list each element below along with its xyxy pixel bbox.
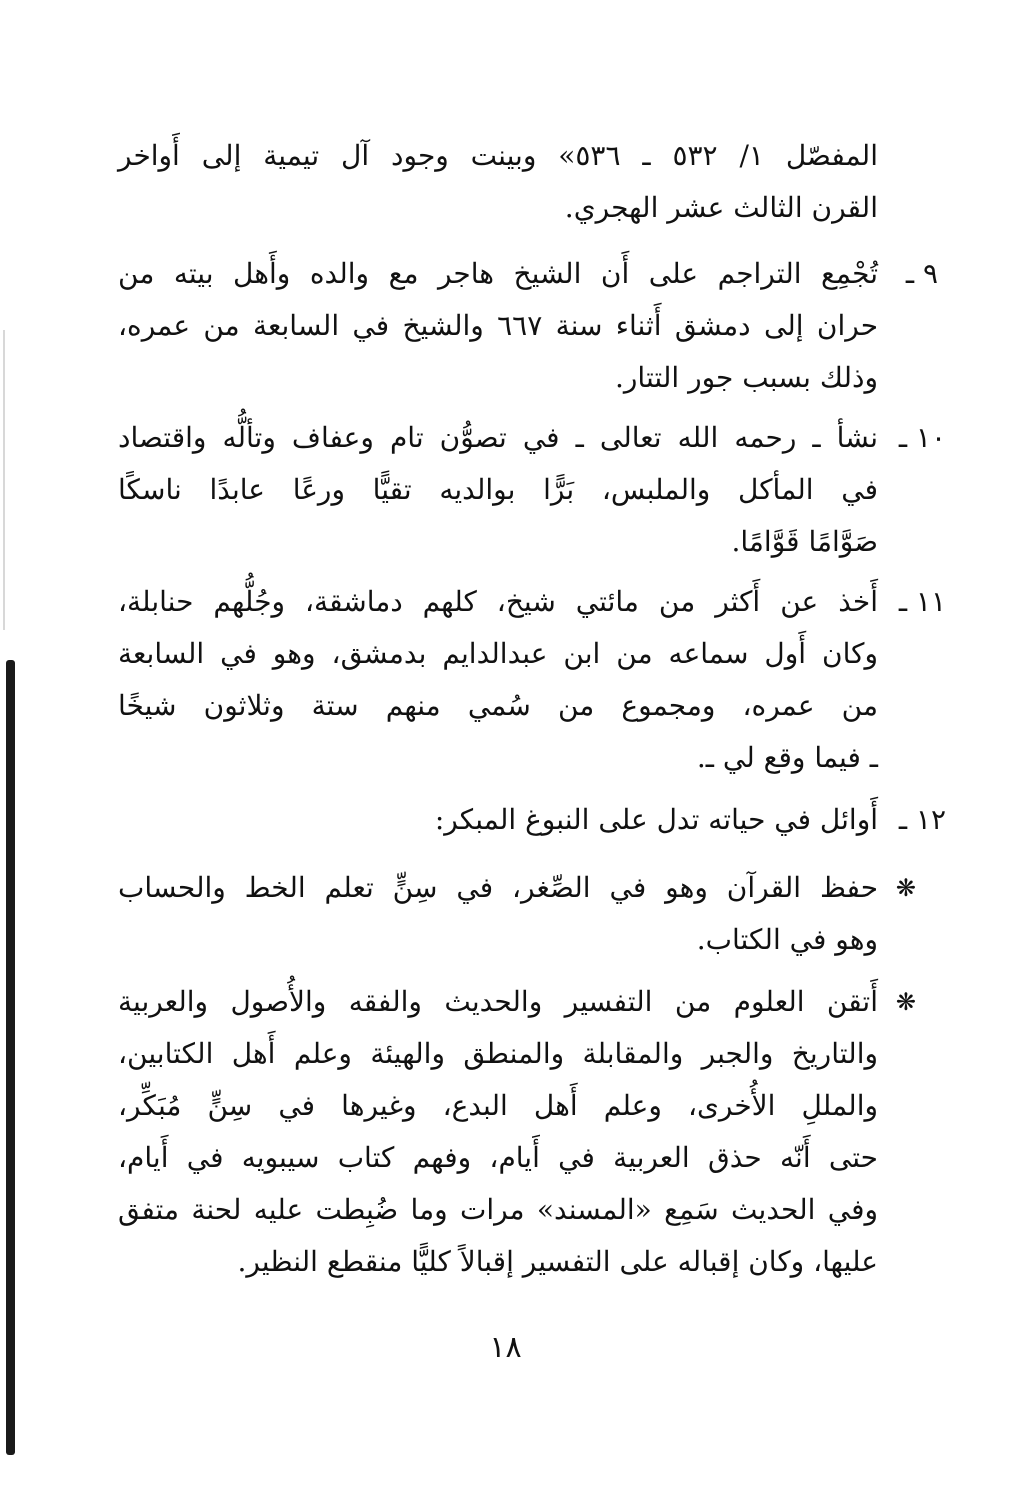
asterisk-icon: ❋ xyxy=(895,988,916,1016)
text-line: والتاريخ والجبر والمقابلة والمنطق والهيئة وعلم أَهل الكتابين، xyxy=(118,1037,878,1070)
asterisk-icon: ❋ xyxy=(895,874,916,902)
text-line: عليها، وكان إقباله على التفسير إقبالاً كليًّا منقطع النظير. xyxy=(237,1245,878,1278)
text-line: ـ فيما وقع لي ـ. xyxy=(696,741,878,774)
list-item-10 xyxy=(118,412,946,568)
item-number: ١٠ ـ xyxy=(898,421,946,454)
text-line: أَتقن العلوم من التفسير والحديث والفقه والأُصول والعربية xyxy=(118,985,878,1018)
list-item-11 xyxy=(118,576,946,784)
list-item-9 xyxy=(118,248,938,404)
text-line: وفي الحديث سَمِع «المسند» مرات وما ضُبِطت عليه لحنة متفق xyxy=(118,1193,878,1226)
item-number: ٩ ـ xyxy=(905,257,938,290)
text-line: أَخذ عن أَكثر من مائتي شيخ، كلهم دماشقة، وجُلُّهم حنابلة، xyxy=(118,585,878,618)
bullet-point-1 xyxy=(118,862,916,966)
text-line: في المأكل والملبس، بَرًّا بوالديه تقيًّا ورعًا عابدًا ناسكًا xyxy=(118,473,878,506)
item-number: ١١ ـ xyxy=(898,585,946,618)
page-number: ١٨ xyxy=(489,1330,522,1365)
text-line: القرن الثالث عشر الهجري. xyxy=(564,191,878,224)
scan-edge-line xyxy=(3,330,5,630)
text-line: من عمره، ومجموع من سُمي منهم ستة وثلاثون شيخًا xyxy=(118,689,878,722)
continuation-paragraph xyxy=(118,130,878,234)
text-line: تُجْمِع التراجم على أَن الشيخ هاجر مع والده وأَهل بيته من xyxy=(118,257,878,290)
text-line: والمللِ الأُخرى، وعلم أَهل البدع، وغيرها في سِنٍّ مُبَكِّر، xyxy=(118,1089,878,1122)
text-line: أَوائل في حياته تدل على النبوغ المبكر: xyxy=(434,803,878,836)
text-line: المفصّل ١/ ٥٣٢ ـ ٥٣٦» وبينت وجود آل تيمية إلى أَواخر xyxy=(118,139,878,172)
text-line: وكان أَول سماعه من ابن عبدالدايم بدمشق، وهو في السابعة xyxy=(118,637,878,670)
bullet-point-2 xyxy=(118,976,916,1288)
list-item-12 xyxy=(118,794,946,846)
text-line: وذلك بسبب جور التتار. xyxy=(615,361,878,394)
item-number: ١٢ ـ xyxy=(898,803,946,836)
text-line: حفظ القرآن وهو في الصِّغر، في سِنٍّ تعلم الخط والحساب xyxy=(118,871,878,904)
text-line: حران إلى دمشق أَثناء سنة ٦٦٧ والشيخ في السابعة من عمره، xyxy=(118,309,878,342)
text-line: نشأ ـ رحمه الله تعالى ـ في تصوُّن تام وعفاف وتألُّه واقتصاد xyxy=(118,421,878,454)
text-line: صَوَّامًا قَوَّامًا. xyxy=(731,525,878,558)
text-line: وهو في الكتاب. xyxy=(696,923,878,956)
text-line: حتى أَنّه حذق العربية في أَيام، وفهم كتاب سيبويه في أَيام، xyxy=(118,1141,878,1174)
